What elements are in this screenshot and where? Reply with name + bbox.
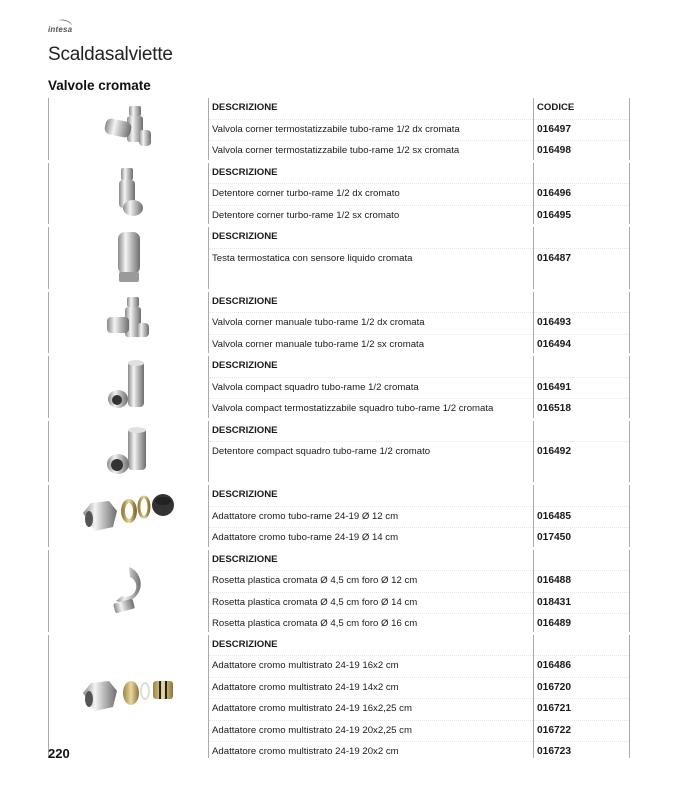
product-code: 018431 (534, 593, 629, 615)
description-column (208, 485, 533, 547)
product-image-cell (48, 550, 208, 632)
section-title: Valvole cromate (48, 78, 151, 93)
product-description: Valvola corner manuale tubo-rame 1/2 dx cromata (209, 313, 533, 335)
product-description: Adattatore cromo multistrato 24-19 16x2 cm (209, 656, 533, 678)
description-header: DESCRIZIONE (209, 292, 533, 314)
code-column (533, 98, 630, 160)
product-image-cell (48, 227, 208, 289)
product-group (48, 485, 631, 547)
product-code: 016486 (534, 656, 629, 678)
product-group (48, 635, 631, 758)
description-column (208, 356, 533, 418)
product-description: Rosetta plastica cromata Ø 4,5 cm foro Ø 16 cm (212, 618, 418, 629)
product-image-cell (48, 485, 208, 547)
product-table (48, 98, 631, 761)
rosette-image (104, 563, 154, 618)
product-code: 016495 (537, 209, 571, 221)
product-code: 016720 (534, 678, 629, 700)
product-image-cell (48, 356, 208, 418)
product-group (48, 227, 631, 289)
product-code: 016496 (534, 184, 629, 206)
page-number: 220 (48, 746, 70, 761)
product-group (48, 98, 631, 160)
description-column (208, 292, 533, 354)
product-description: Rosetta plastica cromata Ø 4,5 cm foro Ø 14 cm (209, 593, 533, 615)
description-column (208, 98, 533, 160)
description-header: DESCRIZIONE (209, 356, 533, 378)
code-header (534, 163, 629, 185)
description-column (208, 227, 533, 289)
code-column (533, 421, 630, 483)
description-column (208, 421, 533, 483)
copper-adapter-kit-image (79, 491, 179, 541)
product-code: 016493 (534, 313, 629, 335)
product-code: 016498 (537, 145, 571, 156)
code-column (533, 356, 630, 418)
product-code: 016721 (534, 699, 629, 721)
corner-thermostatic-valve-image (99, 104, 159, 154)
corner-lockshield-image (109, 166, 149, 221)
description-header: DESCRIZIONE (209, 550, 533, 572)
product-image-cell (48, 292, 208, 354)
product-description: Testa termostatica con sensore liquido cromata (212, 252, 413, 264)
description-header: DESCRIZIONE (209, 421, 533, 443)
product-group (48, 163, 631, 225)
product-image-cell (48, 98, 208, 160)
product-description: Valvola compact squadro tubo-rame 1/2 cromata (209, 378, 533, 400)
product-group (48, 421, 631, 483)
product-description: Rosetta plastica cromata Ø 4,5 cm foro Ø 12 cm (209, 571, 533, 593)
code-header (534, 485, 629, 507)
description-header: DESCRIZIONE (209, 227, 533, 249)
product-description: Detentore corner turbo-rame 1/2 dx cromato (209, 184, 533, 206)
product-group (48, 550, 631, 632)
code-header (534, 421, 629, 443)
product-code: 017450 (537, 532, 571, 543)
product-description: Adattatore cromo multistrato 24-19 20x2,25 cm (209, 721, 533, 743)
product-description: Adattatore cromo multistrato 24-19 16x2,25 cm (209, 699, 533, 721)
thermostatic-head-image (114, 230, 144, 285)
description-column (208, 550, 533, 632)
code-header: CODICE (534, 98, 629, 120)
page-title: Scaldasalviette (48, 44, 173, 65)
product-code: 016722 (534, 721, 629, 743)
code-header (534, 356, 629, 378)
product-image-cell (48, 421, 208, 483)
code-column (533, 485, 630, 547)
product-code: 016497 (534, 120, 629, 142)
product-code: 016489 (537, 618, 571, 629)
product-description: Adattatore cromo tubo-rame 24-19 Ø 14 cm (212, 532, 399, 543)
product-code: 016518 (537, 403, 571, 414)
corner-manual-valve-image (99, 295, 159, 350)
product-code: 016723 (537, 746, 571, 757)
code-header (534, 550, 629, 572)
code-column (533, 163, 630, 225)
description-header: DESCRIZIONE (209, 485, 533, 507)
product-description: Valvola compact termostatizzabile squadro tubo-rame 1/2 cromata (212, 403, 494, 414)
product-code: 016492 (537, 446, 571, 457)
product-description: Valvola corner termostatizzabile tubo-rame 1/2 sx cromata (212, 145, 460, 156)
product-description: Adattatore cromo tubo-rame 24-19 Ø 12 cm (209, 507, 533, 529)
compact-angle-valve-image (104, 359, 154, 414)
product-description: Adattatore cromo multistrato 24-19 20x2 cm (212, 746, 399, 757)
description-header: DESCRIZIONE (209, 635, 533, 657)
description-header: DESCRIZIONE (209, 98, 533, 120)
description-header: DESCRIZIONE (209, 163, 533, 185)
multilayer-adapter-kit-image (79, 671, 179, 721)
description-column (208, 163, 533, 225)
logo-text: intesa (48, 25, 73, 34)
code-column (533, 227, 630, 289)
product-description: Valvola corner termostatizzabile tubo-rame 1/2 dx cromata (209, 120, 533, 142)
code-header (534, 292, 629, 314)
product-image-cell (48, 635, 208, 758)
product-image-cell (48, 163, 208, 225)
product-code: 016488 (534, 571, 629, 593)
code-column (533, 550, 630, 632)
product-description: Valvola corner manuale tubo-rame 1/2 sx cromata (212, 338, 425, 350)
product-code: 016491 (534, 378, 629, 400)
product-group (48, 356, 631, 418)
product-group (48, 292, 631, 354)
code-column (533, 292, 630, 354)
product-description: Adattatore cromo multistrato 24-19 14x2 cm (209, 678, 533, 700)
description-column (208, 635, 533, 758)
brand-logo (48, 20, 88, 36)
product-code: 016494 (537, 338, 571, 350)
code-column (533, 635, 630, 758)
product-description: Detentore compact squadro tubo-rame 1/2 cromato (212, 446, 431, 457)
product-description: Detentore corner turbo-rame 1/2 sx cromato (212, 209, 400, 221)
code-header (534, 227, 629, 249)
product-code: 016485 (534, 507, 629, 529)
code-header (534, 635, 629, 657)
product-code: 016487 (537, 252, 571, 264)
compact-angle-lockshield-image (104, 424, 154, 479)
